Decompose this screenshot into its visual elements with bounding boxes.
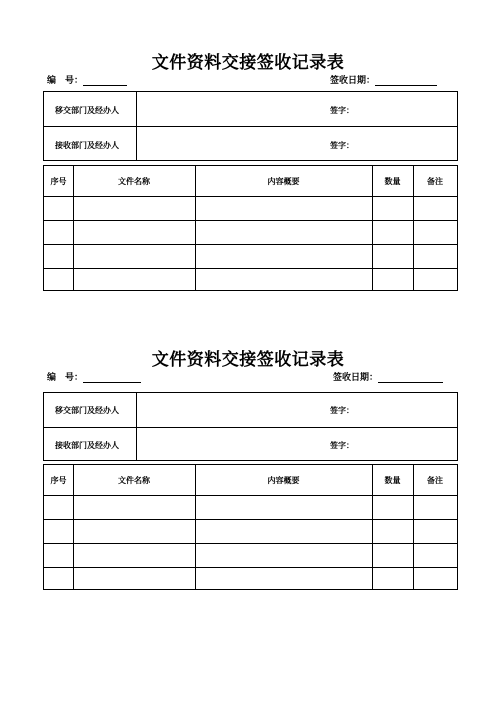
row-divider [44,519,457,520]
receive-dept-label: 接收部门及经办人 [55,441,119,450]
divider [44,427,457,428]
col-header-file-name: 文件名称 [118,476,150,485]
col-header-quantity: 数量 [384,177,401,186]
form-title: 文件资料交接签收记录表 [151,53,345,73]
sign-date-blank[interactable] [378,373,443,383]
receive-sign-label[interactable]: 签字： [330,141,354,150]
col-header-serial: 序号 [50,476,67,485]
number-label: 编 号： [47,373,84,383]
row-divider [44,495,457,496]
sign-date-label: 签收日期： [330,76,376,86]
receive-sign-label[interactable]: 签字： [330,441,354,450]
col-header-quantity: 数量 [384,476,401,485]
number-blank[interactable] [83,373,141,383]
sign-date-field[interactable] [333,370,443,383]
col-header-summary: 内容概要 [267,476,300,485]
sign-date-label: 签收日期： [333,373,379,383]
transfer-dept-label: 移交部门及经办人 [55,106,119,115]
col-header-remarks: 备注 [427,476,443,485]
number-label: 编 号： [47,76,84,86]
transfer-sign-label[interactable]: 签字： [330,406,354,415]
file-list-table [43,464,458,590]
col-header-remarks: 备注 [427,177,443,186]
col-header-serial: 序号 [50,177,67,186]
col-header-summary: 内容概要 [267,177,300,186]
transfer-dept-label: 移交部门及经办人 [55,406,119,415]
form-title: 文件资料交接签收记录表 [151,350,345,370]
number-field[interactable] [47,370,141,383]
col-header-file-name: 文件名称 [118,177,150,186]
handover-parties-box [43,392,458,461]
row-divider [44,543,457,544]
transfer-sign-label[interactable]: 签字： [330,106,354,115]
receive-dept-label: 接收部门及经办人 [55,141,119,150]
row-divider [44,567,457,568]
